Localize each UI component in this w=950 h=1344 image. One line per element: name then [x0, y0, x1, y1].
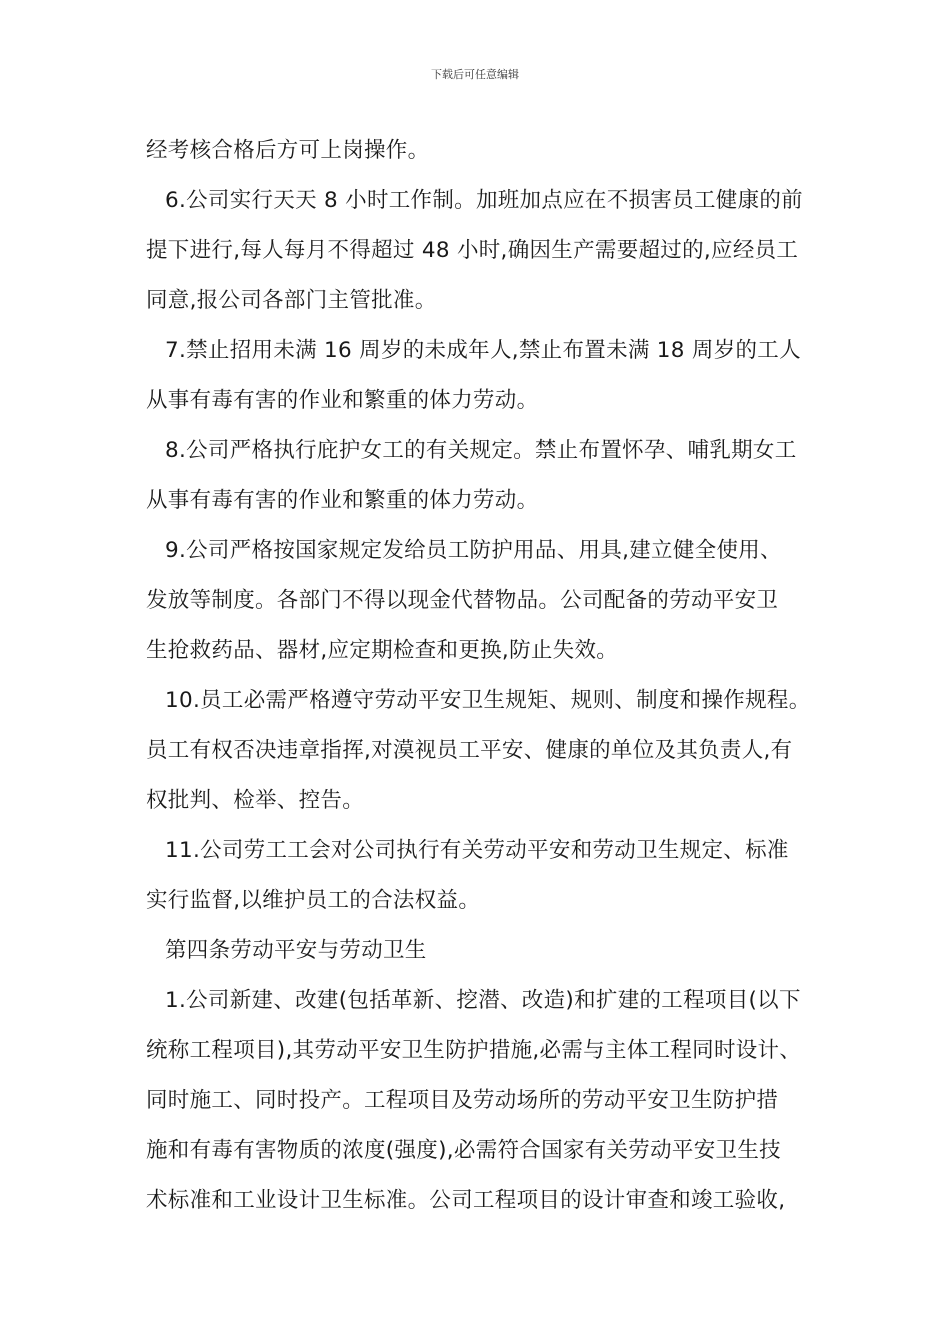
document-body — [146, 126, 836, 1226]
text-line: 8.公司严格执行庇护女工的有关规定。禁止布置怀孕、哺乳期女工 — [165, 438, 797, 463]
text-line: 生抢救药品、器材,应定期检查和更换,防止失效。 — [146, 638, 619, 663]
text-line: 实行监督,以维护员工的合法权益。 — [146, 888, 481, 913]
text-line: 施和有毒有害物质的浓度(强度),必需符合国家有关劳动平安卫生技 — [146, 1138, 781, 1163]
text-line: 1.公司新建、改建(包括革新、挖潜、改造)和扩建的工程项目(以下 — [165, 988, 801, 1013]
text-line: 从事有毒有害的作业和繁重的体力劳动。 — [146, 488, 539, 513]
text-line: 同时施工、同时投产。工程项目及劳动场所的劳动平安卫生防护措 — [146, 1088, 779, 1113]
text-line: 发放等制度。各部门不得以现金代替物品。公司配备的劳动平安卫 — [146, 588, 779, 613]
page-header: 下载后可任意编辑 — [431, 68, 519, 81]
text-line: 6.公司实行天天 8 小时工作制。加班加点应在不损害员工健康的前 — [165, 188, 803, 213]
text-line: 从事有毒有害的作业和繁重的体力劳动。 — [146, 388, 539, 413]
text-line: 同意,报公司各部门主管批准。 — [146, 288, 437, 313]
text-line: 权批判、检举、控告。 — [146, 788, 365, 813]
text-line: 员工有权否决违章指挥,对漠视员工平安、健康的单位及其负责人,有 — [146, 738, 793, 763]
text-line: 经考核合格后方可上岗操作。 — [146, 138, 430, 163]
text-line: 10.员工必需严格遵守劳动平安卫生规矩、规则、制度和操作规程。 — [165, 688, 811, 713]
text-line: 7.禁止招用未满 16 周岁的未成年人,禁止布置未满 18 周岁的工人 — [165, 338, 801, 363]
text-line: 提下进行,每人每月不得超过 48 小时,确因生产需要超过的,应经员工 — [146, 238, 799, 263]
text-line: 11.公司劳工工会对公司执行有关劳动平安和劳动卫生规定、标准 — [165, 838, 789, 863]
text-line: 统称工程项目),其劳动平安卫生防护措施,必需与主体工程同时设计、 — [146, 1038, 802, 1063]
text-line: 9.公司严格按国家规定发给员工防护用品、用具,建立健全使用、 — [165, 538, 782, 563]
text-line: 术标准和工业设计卫生标准。公司工程项目的设计审查和竣工验收, — [146, 1188, 786, 1213]
section-heading: 第四条劳动平安与劳动卫生 — [165, 938, 427, 963]
